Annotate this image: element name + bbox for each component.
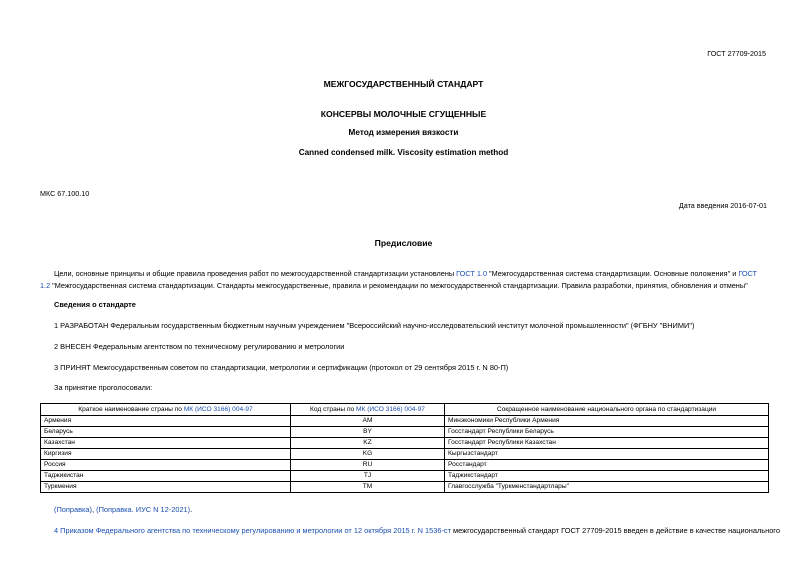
item4-text: межгосударственный стандарт ГОСТ 27709-2015 введен в действие в качестве национального [451, 526, 780, 535]
amendment-separator: , [92, 505, 97, 514]
code-cell: KZ [291, 438, 445, 449]
country-cell: Киргизия [41, 449, 291, 460]
body-cell: Госстандарт Республики Беларусь [445, 427, 769, 438]
standard-title-en: Canned condensed milk. Viscosity estimation method [298, 148, 509, 157]
body-cell: Минэкономики Республики Армения [445, 416, 769, 427]
preface-intro-paragraph [40, 268, 767, 292]
amendment-ius-link[interactable]: (Поправка. ИУС N 12-2021) [96, 505, 191, 514]
standard-info-heading: Сведения о стандарте [54, 300, 136, 309]
code-cell: RU [291, 460, 445, 471]
country-cell: Казахстан [41, 438, 291, 449]
body-cell: Главгосслужба "Туркменстандартлары" [445, 482, 769, 493]
amendments-line [54, 505, 192, 514]
code-cell: KG [291, 449, 445, 460]
header-country-name [41, 404, 291, 416]
intro-text-1: Цели, основные принципы и общие правила проведения работ по межгосударственной стандартизации установлены [54, 269, 457, 278]
amendment-end: . [190, 505, 193, 514]
voted-label: За принятие проголосовали: [54, 383, 153, 392]
order-link[interactable]: 4 Приказом Федерального агентства по техническому регулированию и метрологии от 12 октября 2015 г. N 1536-ст [54, 526, 451, 535]
header-country-text: Краткое наименование страны по [78, 405, 184, 413]
effective-date: Дата введения 2016-07-01 [678, 201, 767, 210]
body-cell: Госстандарт Республики Казахстан [445, 438, 769, 449]
country-cell: Армения [41, 416, 291, 427]
standard-title-ru: КОНСЕРВЫ МОЛОЧНЫЕ СГУЩЕННЫЕ [320, 109, 487, 119]
country-cell: Туркмения [41, 482, 291, 493]
mks-code: МКС 67.100.10 [40, 189, 90, 198]
info-item-2: 2 ВНЕСЕН Федеральным агентством по техническому регулированию и метрологии [54, 342, 345, 351]
header-code-text: Код страны по [310, 405, 357, 413]
intro-text-3: "Межгосударственная система стандартизации. Стандарты межгосударственные, правила и рекомендации по межгосударственной стандартизации. Правила разработки, принятия, обновления и отмены" [50, 281, 748, 290]
table-row [41, 460, 769, 471]
table-row [41, 427, 769, 438]
intro-text-2: "Межгосударственная система стандартизации. Основные положения" и [487, 269, 739, 278]
table-row [41, 482, 769, 493]
countries-table [40, 403, 769, 493]
table-header-row [41, 404, 769, 416]
table-row [41, 416, 769, 427]
mk-iso-link[interactable]: МК (ИСО 3166) 004-97 [356, 405, 425, 413]
document-code: ГОСТ 27709-2015 [707, 49, 766, 58]
code-cell: TJ [291, 471, 445, 482]
mk-iso-link[interactable]: МК (ИСО 3166) 004-97 [183, 405, 253, 413]
info-item-3: 3 ПРИНЯТ Межгосударственным советом по стандартизации, метрологии и сертификации (протокол от 29 сентября 2015 г. N 80-П) [54, 363, 509, 372]
code-cell: AM [291, 416, 445, 427]
code-cell: BY [291, 427, 445, 438]
amendment-link[interactable]: (Поправка) [54, 505, 92, 514]
method-subtitle-ru: Метод измерения вязкости [348, 128, 459, 137]
code-cell: TM [291, 482, 445, 493]
header-country-code [291, 404, 445, 416]
gost-1-2-link[interactable]: ГОСТ 1.2 [40, 269, 758, 290]
country-cell: Таджикистан [41, 471, 291, 482]
standard-type-heading: МЕЖГОСУДАРСТВЕННЫЙ СТАНДАРТ [323, 79, 484, 89]
country-cell: Беларусь [41, 427, 291, 438]
gost-1-0-link[interactable]: ГОСТ 1.0 [456, 269, 487, 278]
table-row [41, 449, 769, 460]
info-item-4 [54, 526, 780, 535]
table-row [41, 471, 769, 482]
body-cell: Росстандарт [445, 460, 769, 471]
body-cell: Таджикстандарт [445, 471, 769, 482]
info-item-1: 1 РАЗРАБОТАН Федеральным государственным бюджетным научным учреждением "Всероссийский научно-исследовательский институт молочной промышленности" (ФГБНУ "ВНИМИ") [54, 321, 695, 330]
body-cell: Кыргызстандарт [445, 449, 769, 460]
preface-heading: Предисловие [374, 238, 433, 248]
table-row [41, 438, 769, 449]
header-standards-body: Сокращенное наименование национального органа по стандартизации [445, 404, 769, 416]
country-cell: Россия [41, 460, 291, 471]
